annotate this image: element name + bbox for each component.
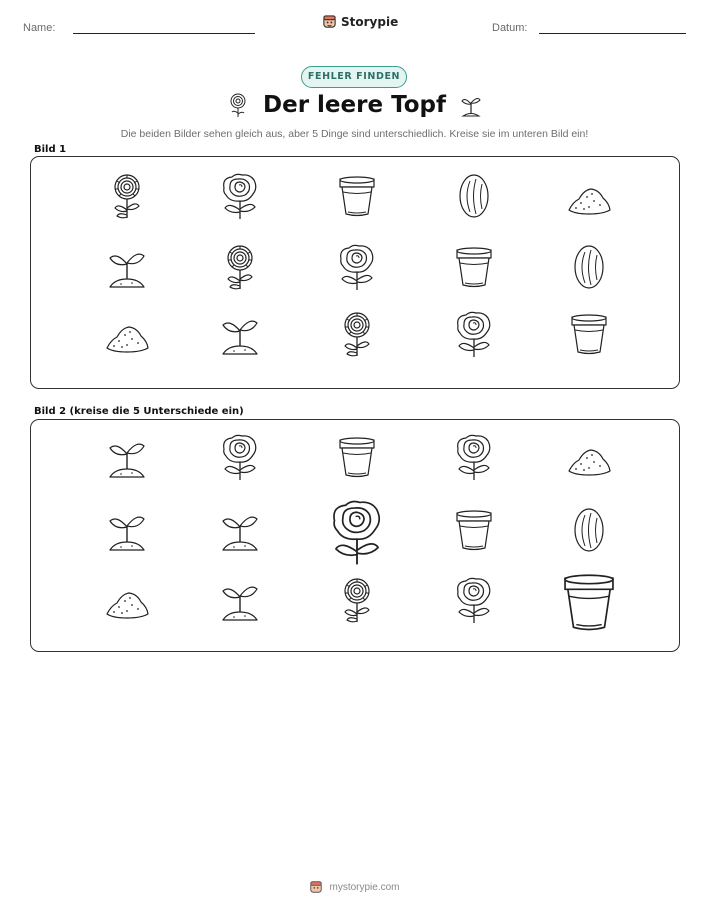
rose-icon[interactable] [326,498,388,571]
rose-icon[interactable] [452,576,496,629]
page-title: Der leere Topf [263,92,446,118]
rose-icon [335,243,379,296]
picture1-panel [30,156,680,389]
brand-name: Storypie [341,14,399,29]
pot-icon[interactable] [335,433,379,486]
picture1-label: Bild 1 [34,144,67,155]
name-label: Name: [23,22,56,34]
seed-icon [567,243,611,296]
seed-icon [452,172,496,225]
date-field[interactable] [539,33,686,34]
date-label: Datum: [492,22,528,34]
pot-icon[interactable] [558,568,620,641]
brand-logo [322,14,398,29]
sprout-icon[interactable] [218,576,262,629]
instructions: Die beiden Bilder sehen gleich aus, aber 5 Dinge sind unterschiedlich. Kreise sie im unteren Bild ein! [120,128,589,140]
sprout-icon[interactable] [218,506,262,559]
soil-pile-icon[interactable] [105,576,149,629]
rose-icon[interactable] [452,433,496,486]
pot-icon [567,310,611,363]
sprout-icon [459,92,483,118]
rose-icon [452,310,496,363]
sprout-icon [218,310,262,363]
storypie-mascot-icon [309,880,323,894]
storypie-mascot-icon [322,14,337,29]
chrysanthemum-icon [105,172,149,225]
rose-icon [218,172,262,225]
sprout-icon[interactable] [105,433,149,486]
soil-pile-icon [567,172,611,225]
footer [0,880,709,894]
pot-icon [335,172,379,225]
category-badge: FEHLER FINDEN [301,66,407,88]
soil-pile-icon [105,310,149,363]
chrysanthemum-icon [218,243,262,296]
footer-url[interactable]: mystorypie.com [329,881,400,893]
chrysanthemum-icon [335,310,379,363]
chrysanthemum-icon[interactable] [335,576,379,629]
soil-pile-icon[interactable] [567,433,611,486]
name-field[interactable] [73,33,255,34]
pot-icon [452,243,496,296]
rose-icon[interactable] [218,433,262,486]
picture2-panel[interactable] [30,419,680,652]
sprout-icon [105,243,149,296]
sprout-icon[interactable] [105,506,149,559]
picture2-label: Bild 2 (kreise die 5 Unterschiede ein) [34,406,244,417]
seed-icon[interactable] [567,506,611,559]
pot-icon[interactable] [452,506,496,559]
